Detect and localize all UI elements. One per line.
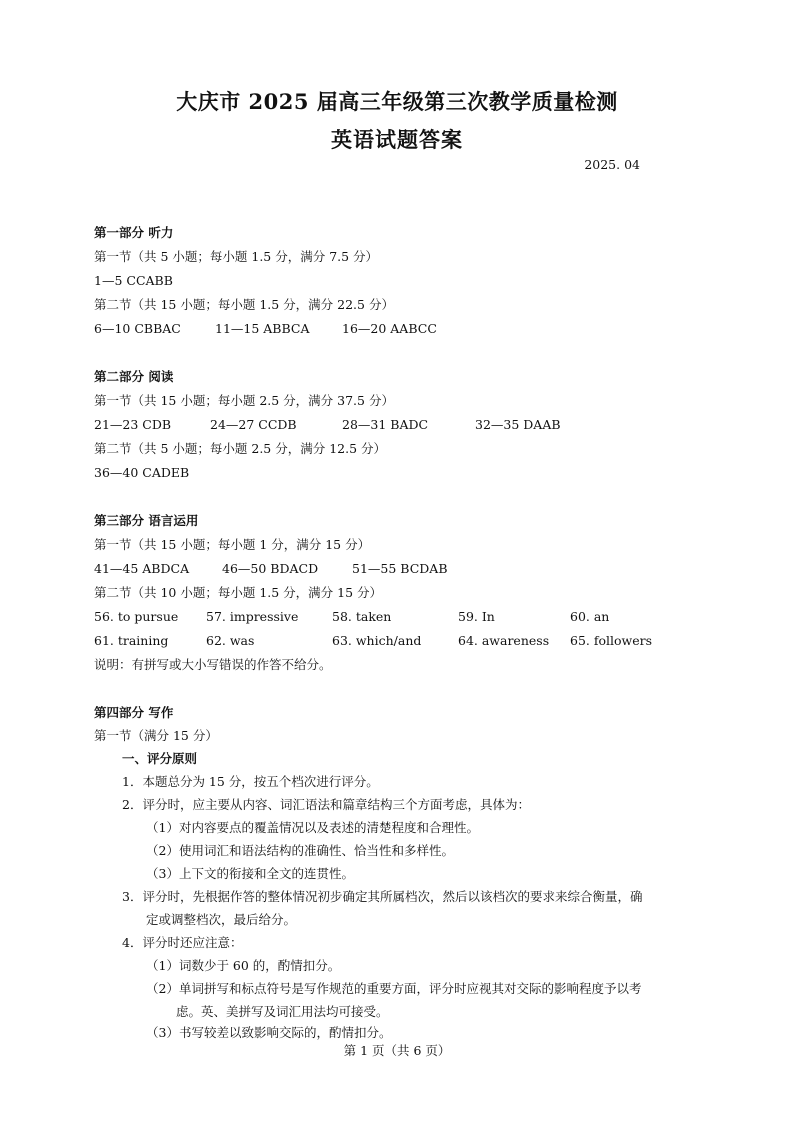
cloze-answer: 56. to pursue <box>94 609 179 624</box>
rule-item: 3．评分时，先根据作答的整体情况初步确定其所属档次，然后以该档次的要求来综合衡量，确 <box>122 889 643 904</box>
part3-heading: 第三部分 语言运用 <box>94 513 199 528</box>
rule-item-continued: 定或调整档次，最后给分。 <box>146 912 297 927</box>
part3-sec2-info: 第二节（共 10 小题；每小题 1.5 分，满分 15 分） <box>94 585 383 600</box>
part4-sec1-info: 第一节（满分 15 分） <box>94 728 218 743</box>
answer-group: 46—50 BDACD <box>222 561 319 576</box>
part2-heading: 第二部分 阅读 <box>94 369 174 384</box>
cloze-answer: 58. taken <box>332 609 392 624</box>
answer-group: 24—27 CCDB <box>210 417 297 432</box>
part1-sec1-answers: 1—5 CCABB <box>94 273 173 288</box>
part4-heading: 第四部分 写作 <box>94 705 174 720</box>
part1-sec1-info: 第一节（共 5 小题；每小题 1.5 分，满分 7.5 分） <box>94 249 379 264</box>
cloze-answer: 65. followers <box>570 633 653 648</box>
rule-subitem: （2）单词拼写和标点符号是写作规范的重要方面，评分时应视其对交际的影响程度予以考 <box>146 981 642 996</box>
part1-heading: 第一部分 听力 <box>94 225 174 240</box>
part2-sec2-info: 第二节（共 5 小题；每小题 2.5 分，满分 12.5 分） <box>94 441 387 456</box>
page-number: 第 1 页（共 6 页） <box>343 1043 451 1058</box>
rule-subitem: （3）上下文的衔接和全文的连贯性。 <box>146 866 354 881</box>
rule-item: 4．评分时还应注意： <box>122 935 243 950</box>
answer-group: 32—35 DAAB <box>475 417 561 432</box>
cloze-answer: 59. In <box>458 609 495 624</box>
rule-item: 2．评分时，应主要从内容、词汇语法和篇章结构三个方面考虑，具体为： <box>122 797 530 812</box>
answer-group: 6—10 CBBAC <box>94 321 181 336</box>
part1-sec2-info: 第二节（共 15 小题；每小题 1.5 分，满分 22.5 分） <box>94 297 394 312</box>
cloze-answer: 63. which/and <box>332 633 422 648</box>
answer-group: 28—31 BADC <box>342 417 429 432</box>
cloze-answer: 61. training <box>94 633 169 648</box>
principle-heading: 一、评分原则 <box>122 751 198 766</box>
answer-group: 11—15 ABBCA <box>215 321 310 336</box>
document-title: 大庆市 2025 届高三年级第三次教学质量检测 <box>176 89 618 114</box>
cloze-answer: 57. impressive <box>206 609 299 624</box>
answer-group: 21—23 CDB <box>94 417 172 432</box>
cloze-answer: 64. awareness <box>458 633 550 648</box>
document-subtitle: 英语试题答案 <box>331 127 463 152</box>
answer-group: 41—45 ABDCA <box>94 561 190 576</box>
part3-sec1-info: 第一节（共 15 小题；每小题 1 分，满分 15 分） <box>94 537 371 552</box>
document-date: 2025. 04 <box>584 157 640 172</box>
rule-subitem: （1）词数少于 60 的，酌情扣分。 <box>146 958 341 973</box>
part2-sec1-info: 第一节（共 15 小题；每小题 2.5 分，满分 37.5 分） <box>94 393 394 408</box>
cloze-answer: 60. an <box>570 609 610 624</box>
rule-item: 1．本题总分为 15 分，按五个档次进行评分。 <box>122 774 379 789</box>
part2-sec2-answers: 36—40 CADEB <box>94 465 190 480</box>
rule-subitem: （3）书写较差以致影响交际的，酌情扣分。 <box>146 1025 392 1040</box>
part3-note: 说明：有拼写或大小写错误的作答不给分。 <box>94 657 332 672</box>
cloze-answer: 62. was <box>206 633 255 648</box>
answer-group: 16—20 AABCC <box>342 321 437 336</box>
rule-subitem: （1）对内容要点的覆盖情况以及表述的清楚程度和合理性。 <box>146 820 479 835</box>
rule-subitem: （2）使用词汇和语法结构的准确性、恰当性和多样性。 <box>146 843 454 858</box>
answer-group: 51—55 BCDAB <box>352 561 448 576</box>
rule-subitem-continued: 虑。英、美拼写及词汇用法均可接受。 <box>176 1004 389 1019</box>
